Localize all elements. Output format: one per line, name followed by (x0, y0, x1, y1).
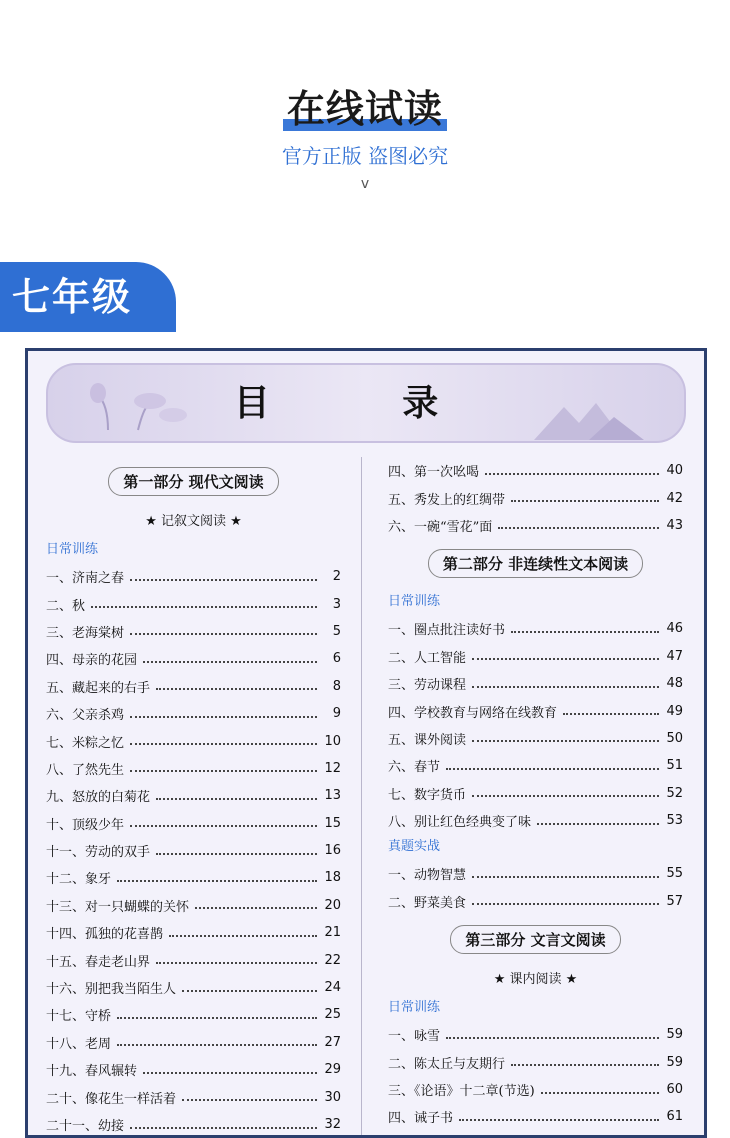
dot-leader (195, 907, 317, 909)
dot-leader (117, 1044, 317, 1046)
section-label: 真题实战 (388, 839, 441, 855)
toc-entry (46, 563, 341, 590)
dot-leader (511, 500, 659, 502)
genre-heading: ★ 记叙文阅读 ★ (145, 514, 242, 529)
dot-leader (472, 658, 659, 660)
dot-leader (446, 1037, 659, 1039)
toc-entry-title: 一、咏雪 (388, 1029, 441, 1045)
toc-entry-page: 55 (666, 866, 683, 882)
toc-entry (388, 697, 683, 724)
toc-entry-page: 6 (332, 651, 341, 667)
toc-entry-page: 52 (666, 785, 683, 801)
copyright-notice: 官方正版 盗图必究 (281, 144, 449, 168)
dot-leader (446, 768, 659, 770)
toc-entry-title: 二十一、幼接 (46, 1119, 125, 1134)
toc-entry (388, 888, 683, 915)
toc-entry (388, 807, 683, 834)
section-label: 日常训练 (388, 594, 441, 610)
toc-entry-page: 46 (666, 621, 683, 637)
toc-entry-title: 三、老海棠树 (46, 625, 125, 641)
toc-entry (46, 974, 341, 1001)
toc-entry-title: 十一、劳动的双手 (46, 845, 151, 861)
dot-leader (143, 661, 317, 663)
toc-entry (388, 512, 683, 539)
toc-entry (46, 864, 341, 891)
toc-entry-title: 十六、别把我当陌生人 (46, 982, 177, 998)
dot-leader (472, 876, 659, 878)
toc-entry-page: 49 (666, 703, 683, 719)
part-heading (388, 545, 683, 581)
toc-entry-page: 2 (332, 569, 341, 585)
toc-entry-title: 七、米粽之忆 (46, 735, 125, 751)
toc-entry-page: 10 (324, 733, 341, 749)
toc-entry-title: 二、秋 (46, 598, 86, 614)
toc-entry-page: 32 (324, 1117, 341, 1132)
toc-entry (46, 1029, 341, 1056)
toc-entry-page: 30 (324, 1089, 341, 1105)
toc-entry-title: 十五、春走老山界 (46, 954, 151, 970)
column-divider (361, 457, 362, 1138)
toc-list (46, 563, 341, 1138)
toc-entry (46, 892, 341, 919)
part-one-title: 第一部分 现代文阅读 (108, 467, 278, 496)
dot-leader (459, 1119, 659, 1121)
toc-entry-title: 四、诫子书 (388, 1111, 454, 1127)
dot-leader (143, 1072, 317, 1074)
toc-right-column (388, 457, 683, 1131)
toc-entry (46, 782, 341, 809)
chevron-down-icon: v (360, 176, 370, 192)
toc-entry (388, 457, 683, 484)
toc-entry-title: 十、顶级少年 (46, 817, 125, 833)
toc-entry (46, 919, 341, 946)
toc-entry-title: 四、母亲的花园 (46, 653, 138, 669)
dot-leader (498, 527, 659, 529)
toc-entry-page: 18 (324, 870, 341, 886)
dot-leader (117, 880, 317, 882)
dot-leader (156, 853, 317, 855)
toc-entry (46, 946, 341, 973)
toc-entry-page: 51 (666, 758, 683, 774)
toc-entry-page: 43 (666, 517, 683, 533)
dot-leader (91, 606, 317, 608)
dot-leader (182, 990, 317, 992)
dot-leader (130, 716, 317, 718)
toc-entry (388, 615, 683, 642)
dot-leader (541, 1092, 659, 1094)
toc-entry-title: 二十、像花生一样活着 (46, 1091, 177, 1107)
toc-entry-page: 27 (324, 1034, 341, 1050)
dot-leader (130, 1127, 317, 1129)
toc-entry-page: 20 (324, 897, 341, 913)
toc-entry-page: 22 (324, 952, 341, 968)
toc-entry-title: 十二、象牙 (46, 872, 112, 888)
dot-leader (563, 713, 659, 715)
section-label: 日常训练 (388, 1000, 441, 1016)
toc-entry (46, 1001, 341, 1028)
part-two-title: 第二部分 非连续性文本阅读 (428, 549, 643, 578)
part-heading (46, 463, 341, 499)
dot-leader (117, 1017, 317, 1019)
dot-leader (472, 903, 659, 905)
toc-entry-title: 六、春节 (388, 760, 441, 776)
toc-entry-title: 十四、孤独的花喜鹊 (46, 927, 164, 943)
toc-entry (388, 752, 683, 779)
toc-entry-page: 16 (324, 843, 341, 859)
dot-leader (130, 770, 317, 772)
dot-leader (130, 579, 317, 581)
toc-entry-title: 五、藏起来的右手 (46, 680, 151, 696)
dot-leader (472, 795, 659, 797)
toc-entry-title: 四、第一次吆喝 (388, 465, 480, 481)
toc-entry-page: 48 (666, 676, 683, 692)
toc-entry-page: 5 (332, 623, 341, 639)
toc-entry-page: 15 (324, 815, 341, 831)
toc-entry (388, 670, 683, 697)
toc-list (388, 457, 683, 539)
toc-entry-title: 二、人工智能 (388, 650, 467, 666)
toc-entry-page: 50 (666, 730, 683, 746)
toc-entry (46, 618, 341, 645)
toc-list (388, 860, 683, 915)
toc-entry-title: 六、一碗“雪花”面 (388, 519, 493, 535)
toc-entry-page: 42 (666, 490, 683, 506)
dot-leader (169, 935, 317, 937)
dot-leader (156, 688, 317, 690)
toc-entry (46, 590, 341, 617)
toc-left-column (46, 457, 341, 1138)
toc-entry-title: 五、课外阅读 (388, 732, 467, 748)
dot-leader (485, 473, 659, 475)
toc-entry (46, 700, 341, 727)
dot-leader (156, 962, 317, 964)
toc-entry-page: 61 (666, 1109, 683, 1125)
toc-entry-page: 12 (324, 760, 341, 776)
part-three-title: 第三部分 文言文阅读 (450, 925, 620, 954)
toc-entry (388, 1021, 683, 1048)
toc-entry (46, 673, 341, 700)
toc-entry (388, 780, 683, 807)
toc-entry (388, 1076, 683, 1103)
toc-entry-title: 一、圈点批注读好书 (388, 623, 506, 639)
toc-entry (46, 1111, 341, 1138)
toc-entry (388, 860, 683, 887)
toc-entry-page: 25 (324, 1007, 341, 1023)
toc-entry-title: 九、怒放的白菊花 (46, 790, 151, 806)
toc-entry-page: 29 (324, 1062, 341, 1078)
toc-entry-title: 五、秀发上的红绸带 (388, 492, 506, 508)
toc-entry-title: 十七、守桥 (46, 1009, 112, 1025)
toc-entry-title: 二、陈太丘与友期行 (388, 1056, 506, 1072)
toc-entry-page: 60 (666, 1082, 683, 1098)
toc-entry-title: 四、学校教育与网络在线教育 (388, 705, 558, 721)
toc-title: 目 录 (233, 382, 499, 424)
dot-leader (156, 798, 317, 800)
toc-entry-page: 3 (332, 596, 341, 612)
dot-leader (472, 686, 659, 688)
toc-entry-page: 59 (666, 1054, 683, 1070)
toc-list (388, 1021, 683, 1131)
dot-leader (511, 1064, 659, 1066)
toc-entry (46, 1083, 341, 1110)
toc-entry-title: 十三、对一只蝴蝶的关怀 (46, 899, 190, 915)
toc-list (388, 615, 683, 834)
toc-entry-page: 13 (324, 788, 341, 804)
genre-heading: ★ 课内阅读 ★ (493, 972, 578, 988)
dot-leader (130, 743, 317, 745)
toc-entry-page: 47 (666, 648, 683, 664)
toc-entry (46, 837, 341, 864)
toc-entry-title: 三、《论语》十二章(节选) (388, 1084, 535, 1100)
heading-text: 在线试读 (286, 87, 443, 131)
toc-entry-page: 53 (666, 813, 683, 829)
dot-leader (182, 1099, 317, 1101)
toc-banner (46, 363, 686, 443)
toc-entry-title: 二、野菜美食 (388, 895, 467, 911)
toc-entry (46, 810, 341, 837)
toc-entry-title: 十八、老周 (46, 1036, 112, 1052)
toc-entry (388, 643, 683, 670)
toc-entry-page: 9 (332, 706, 341, 722)
toc-entry-page: 59 (666, 1027, 683, 1043)
section-label: 日常训练 (46, 542, 99, 557)
toc-entry-page: 21 (324, 925, 341, 941)
toc-entry (46, 1056, 341, 1083)
toc-entry-page: 40 (666, 463, 683, 479)
grade-badge: 七年级 (0, 262, 176, 332)
toc-entry-title: 六、父亲杀鸡 (46, 708, 125, 724)
toc-entry-page: 8 (332, 678, 341, 694)
dot-leader (130, 825, 317, 827)
toc-entry (388, 1103, 683, 1130)
toc-entry (388, 1048, 683, 1075)
toc-entry-page: 24 (324, 980, 341, 996)
toc-entry-title: 八、了然先生 (46, 762, 125, 778)
toc-entry (46, 645, 341, 672)
dot-leader (472, 740, 659, 742)
part-heading (388, 921, 683, 957)
toc-entry-page: 57 (666, 893, 683, 909)
dot-leader (511, 631, 659, 633)
toc-entry (46, 755, 341, 782)
dot-leader (537, 823, 659, 825)
toc-entry (46, 727, 341, 754)
toc-entry-title: 一、动物智慧 (388, 868, 467, 884)
toc-entry-title: 七、数字货币 (388, 787, 467, 803)
toc-entry-title: 八、别让红色经典变了味 (388, 815, 532, 831)
toc-entry-title: 一、济南之春 (46, 571, 125, 587)
dot-leader (130, 633, 317, 635)
toc-entry (388, 725, 683, 752)
toc-entry-title: 三、劳动课程 (388, 678, 467, 694)
toc-entry (388, 484, 683, 511)
page-heading (0, 78, 730, 133)
book-page (25, 348, 707, 1138)
toc-entry-title: 十九、春风辗转 (46, 1064, 138, 1080)
